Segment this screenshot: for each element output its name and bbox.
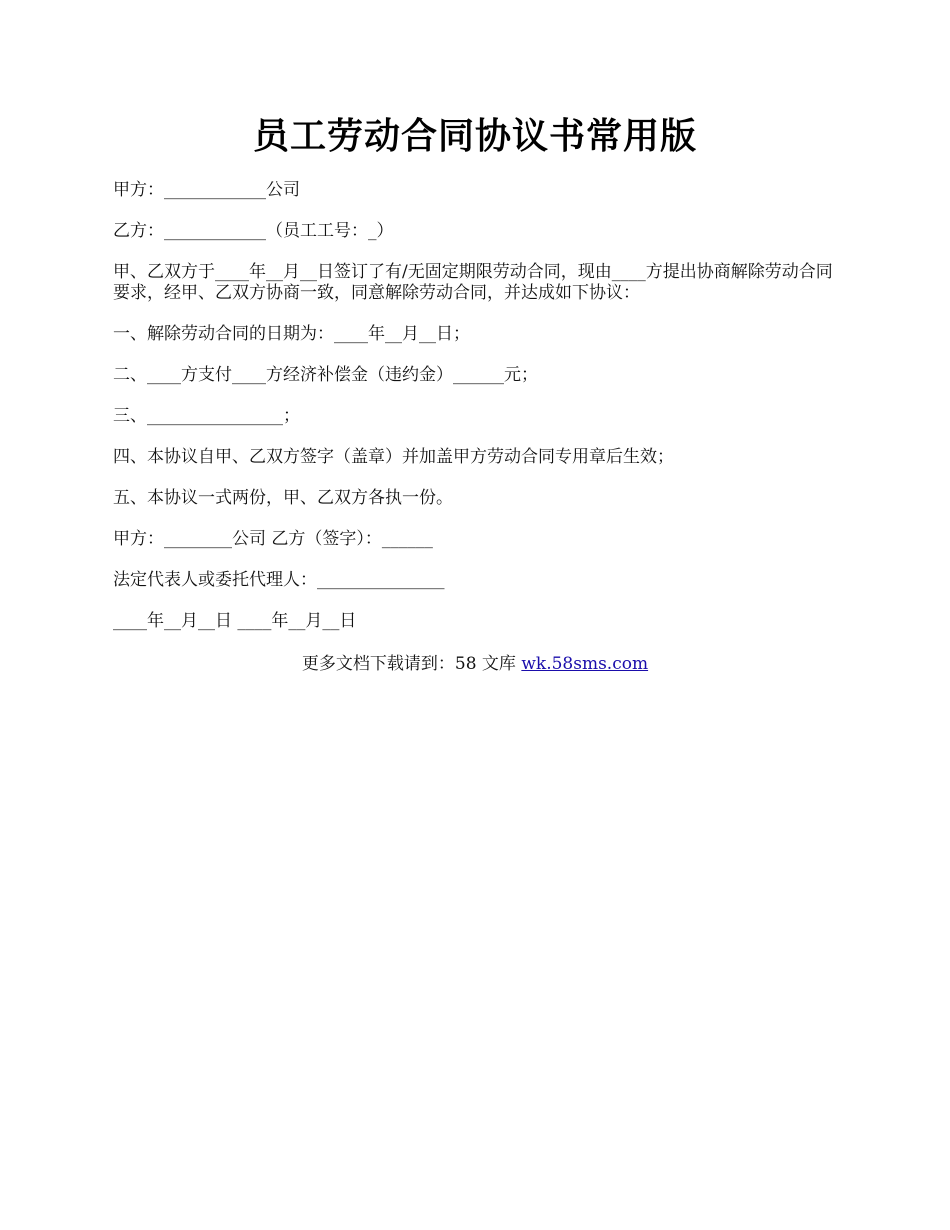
document-body: [113, 180, 838, 652]
document-title: 员工劳动合同协议书常用版: [252, 115, 697, 157]
date-line: ____年__月__日 ____年__月__日: [113, 611, 357, 631]
representative-line: 法定代表人或委托代理人：_______________: [113, 570, 445, 590]
footer-prefix-text: 更多文档下载请到：58 文库: [301, 654, 522, 674]
signature-line: 甲方：________公司 乙方（签字）：______: [113, 529, 433, 549]
clause-two: 二、____方支付____方经济补偿金（违约金）______元；: [113, 365, 538, 385]
clause-five: 五、本协议一式两份，甲、乙双方各执一份。: [113, 488, 453, 508]
clause-three: 三、________________；: [113, 406, 300, 426]
agreement-intro-paragraph: 甲、乙双方于____年__月__日签订了有/无固定期限劳动合同，现由____方提出协商解除劳动合同要求，经甲、乙双方协商一致，同意解除劳动合同，并达成如下协议：: [113, 262, 833, 303]
download-footer: [0, 654, 950, 675]
website-link[interactable]: wk.58sms.com: [521, 654, 649, 674]
party-a-line: 甲方：____________公司: [113, 180, 300, 200]
party-b-line: 乙方：____________（员工工号：_）: [113, 221, 394, 241]
clause-one: 一、解除劳动合同的日期为：____年__月__日；: [113, 324, 470, 344]
clause-four: 四、本协议自甲、乙双方签字（盖章）并加盖甲方劳动合同专用章后生效；: [113, 447, 674, 467]
